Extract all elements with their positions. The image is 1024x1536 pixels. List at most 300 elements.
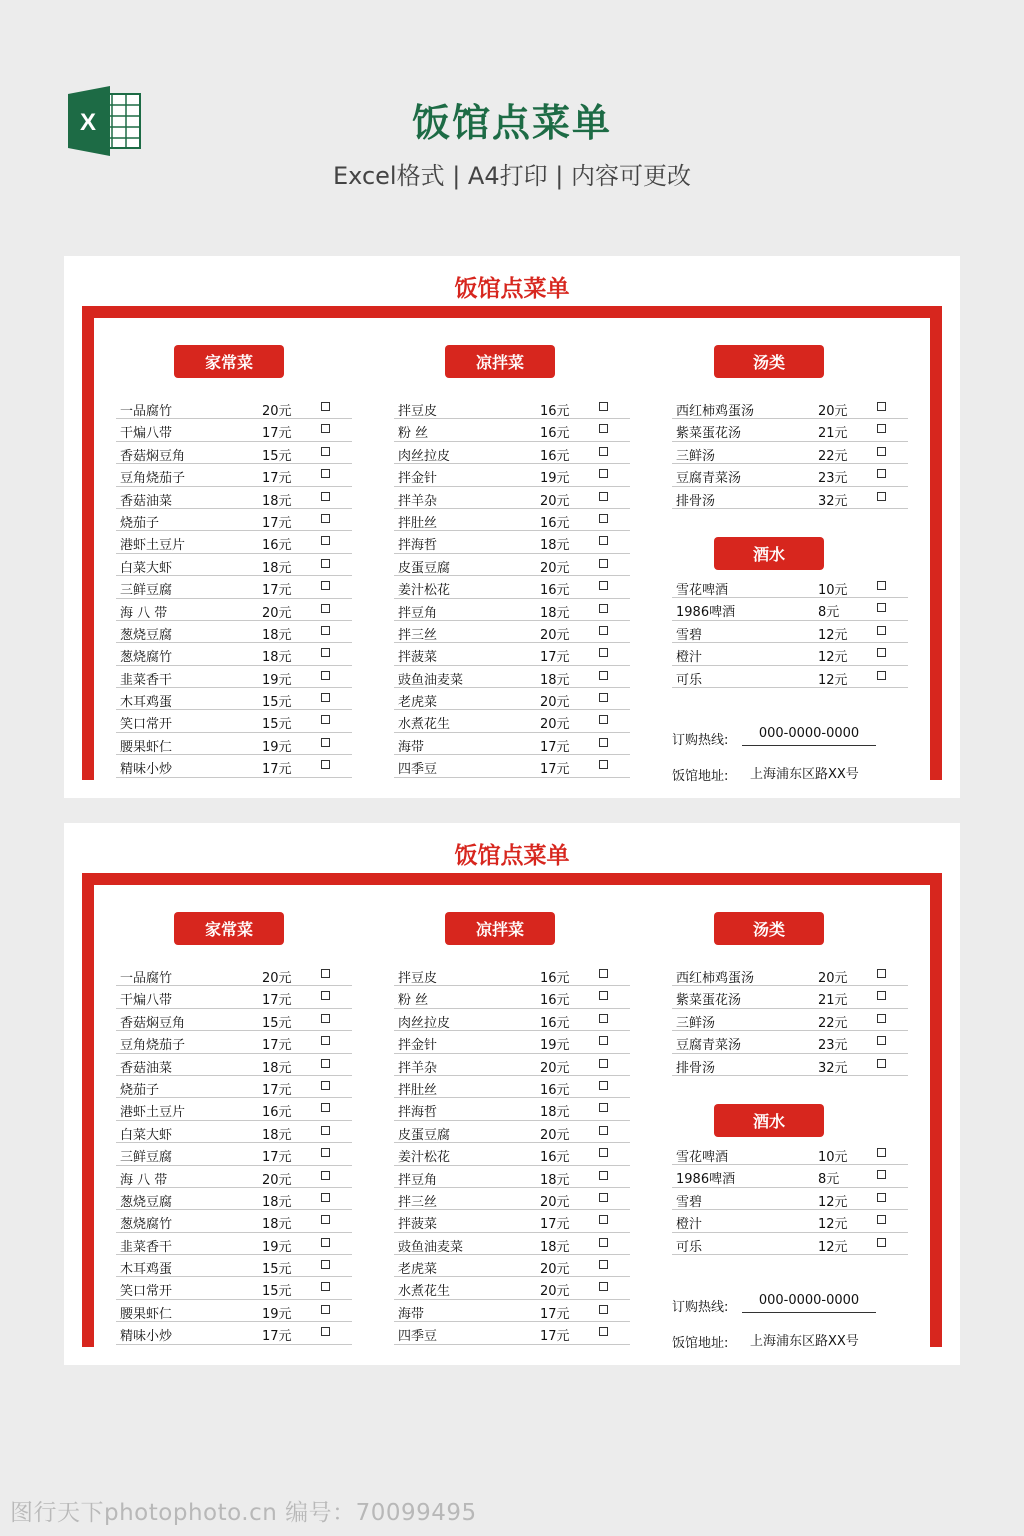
checkbox-icon[interactable] xyxy=(599,1126,608,1135)
menu-item-row xyxy=(394,1233,630,1255)
menu-item-name: 粉 丝 xyxy=(398,993,429,1009)
checkbox-icon[interactable] xyxy=(599,604,608,613)
checkbox-icon[interactable] xyxy=(321,1103,330,1112)
menu-item-price: 17元 xyxy=(540,1329,570,1345)
checkbox-icon[interactable] xyxy=(599,559,608,568)
menu-item-name: 腰果虾仁 xyxy=(120,739,173,755)
menu-item-name: 笑口常开 xyxy=(120,717,173,733)
menu-item-row xyxy=(394,1277,630,1299)
menu-item-price: 17元 xyxy=(262,471,292,487)
checkbox-icon[interactable] xyxy=(877,991,886,1000)
address-value: 上海浦东区路XX号 xyxy=(750,1334,859,1349)
menu-item-price: 20元 xyxy=(540,1127,570,1143)
menu-item-price: 16元 xyxy=(540,1150,570,1166)
menu-item-row xyxy=(394,531,630,553)
checkbox-icon[interactable] xyxy=(321,559,330,568)
checkbox-icon[interactable] xyxy=(321,991,330,1000)
menu-item-row xyxy=(116,1121,352,1143)
menu-item-price: 19元 xyxy=(262,1239,292,1255)
menu-item-price: 18元 xyxy=(540,1105,570,1121)
menu-item-name: 精味小炒 xyxy=(120,1329,173,1345)
checkbox-icon[interactable] xyxy=(599,1260,608,1269)
menu-item-name: 拌海哲 xyxy=(398,538,438,554)
home-list xyxy=(116,964,352,1345)
menu-item-row xyxy=(394,1188,630,1210)
checkbox-icon[interactable] xyxy=(599,671,608,680)
menu-item-price: 16元 xyxy=(540,1015,570,1031)
menu-item-row xyxy=(116,1233,352,1255)
menu-item-name: 豉鱼油麦菜 xyxy=(398,672,464,688)
menu-sheet-2 xyxy=(64,823,960,1365)
menu-item-name: 港虾土豆片 xyxy=(120,538,186,554)
category-home: 家常菜 xyxy=(174,912,284,945)
menu-item-row xyxy=(672,666,908,688)
checkbox-icon[interactable] xyxy=(877,969,886,978)
checkbox-icon[interactable] xyxy=(321,581,330,590)
checkbox-icon[interactable] xyxy=(877,648,886,657)
checkbox-icon[interactable] xyxy=(599,1282,608,1291)
page-title: 饭馆点菜单 xyxy=(411,101,612,145)
checkbox-icon[interactable] xyxy=(599,969,608,978)
menu-item-price: 16元 xyxy=(540,404,570,419)
checkbox-icon[interactable] xyxy=(877,1148,886,1157)
checkbox-icon[interactable] xyxy=(877,1014,886,1023)
menu-item-name: 三鲜豆腐 xyxy=(120,583,173,599)
checkbox-icon[interactable] xyxy=(321,738,330,747)
checkbox-icon[interactable] xyxy=(599,536,608,545)
address-label: 饭馆地址: xyxy=(672,1336,729,1351)
menu-item-name: 海带 xyxy=(398,739,425,755)
menu-item-name: 可乐 xyxy=(676,672,703,688)
checkbox-icon[interactable] xyxy=(321,648,330,657)
checkbox-icon[interactable] xyxy=(599,469,608,478)
menu-item-price: 17元 xyxy=(540,762,570,778)
menu-item-row xyxy=(116,1076,352,1098)
menu-item-price: 20元 xyxy=(540,493,570,509)
menu-item-row xyxy=(394,1121,630,1143)
checkbox-icon[interactable] xyxy=(321,424,330,433)
checkbox-icon[interactable] xyxy=(321,492,330,501)
menu-item-price: 21元 xyxy=(818,993,848,1009)
checkbox-icon[interactable] xyxy=(599,1327,608,1336)
menu-item-price: 10元 xyxy=(818,1150,848,1165)
menu-item-price: 15元 xyxy=(262,695,292,711)
menu-item-row xyxy=(116,1143,352,1165)
menu-item-price: 20元 xyxy=(540,1262,570,1278)
menu-item-row xyxy=(672,419,908,441)
menu-item-price: 15元 xyxy=(262,1284,292,1300)
checkbox-icon[interactable] xyxy=(321,1215,330,1224)
menu-item-price: 17元 xyxy=(262,762,292,778)
checkbox-icon[interactable] xyxy=(877,581,886,590)
menu-item-row xyxy=(116,487,352,509)
menu-item-row xyxy=(116,733,352,755)
menu-item-price: 20元 xyxy=(262,605,292,621)
checkbox-icon[interactable] xyxy=(321,1148,330,1157)
menu-item-name: 雪碧 xyxy=(676,627,703,643)
menu-item-row xyxy=(116,1210,352,1232)
menu-item-row xyxy=(672,1054,908,1076)
checkbox-icon[interactable] xyxy=(321,402,330,411)
menu-item-row xyxy=(394,964,630,986)
menu-item-price: 10元 xyxy=(818,583,848,598)
phone-label: 订购热线: xyxy=(672,733,729,748)
checkbox-icon[interactable] xyxy=(599,402,608,411)
menu-item-price: 16元 xyxy=(540,971,570,986)
menu-item-price: 15元 xyxy=(262,1262,292,1278)
menu-item-price: 17元 xyxy=(262,426,292,442)
menu-item-name: 四季豆 xyxy=(398,762,438,778)
checkbox-icon[interactable] xyxy=(599,1193,608,1202)
checkbox-icon[interactable] xyxy=(321,969,330,978)
checkbox-icon[interactable] xyxy=(599,1148,608,1157)
menu-item-row xyxy=(394,1054,630,1076)
menu-item-name: 香菇焖豆角 xyxy=(120,448,186,464)
checkbox-icon[interactable] xyxy=(599,1305,608,1314)
menu-item-row xyxy=(116,1098,352,1120)
menu-item-name: 雪花啤酒 xyxy=(676,583,729,598)
checkbox-icon[interactable] xyxy=(321,536,330,545)
checkbox-icon[interactable] xyxy=(321,715,330,724)
menu-item-price: 16元 xyxy=(540,448,570,464)
checkbox-icon[interactable] xyxy=(599,447,608,456)
menu-item-row xyxy=(672,598,908,620)
menu-item-name: 拌豆角 xyxy=(398,1172,438,1188)
menu-item-price: 19元 xyxy=(262,672,292,688)
menu-item-price: 18元 xyxy=(540,538,570,554)
category-drinks: 酒水 xyxy=(714,537,824,570)
menu-item-price: 18元 xyxy=(262,627,292,643)
checkbox-icon[interactable] xyxy=(877,626,886,635)
checkbox-icon[interactable] xyxy=(877,1238,886,1247)
checkbox-icon[interactable] xyxy=(599,626,608,635)
menu-item-name: 三鲜豆腐 xyxy=(120,1150,173,1166)
menu-item-price: 20元 xyxy=(540,1194,570,1210)
menu-item-price: 20元 xyxy=(262,971,292,986)
checkbox-icon[interactable] xyxy=(599,715,608,724)
menu-item-name: 拌金针 xyxy=(398,1038,438,1054)
menu-item-row xyxy=(394,1143,630,1165)
menu-item-row xyxy=(672,464,908,486)
checkbox-icon[interactable] xyxy=(599,514,608,523)
menu-item-price: 17元 xyxy=(262,583,292,599)
checkbox-icon[interactable] xyxy=(321,1260,330,1269)
checkbox-icon[interactable] xyxy=(321,1059,330,1068)
menu-item-row xyxy=(116,666,352,688)
checkbox-icon[interactable] xyxy=(321,514,330,523)
checkbox-icon[interactable] xyxy=(877,1215,886,1224)
menu-item-name: 可乐 xyxy=(676,1239,703,1255)
menu-item-row xyxy=(394,599,630,621)
phone-value: 000-0000-0000 xyxy=(742,726,876,746)
menu-item-price: 19元 xyxy=(262,1306,292,1322)
menu-item-name: 皮蛋豆腐 xyxy=(398,560,451,576)
menu-item-name: 橙汁 xyxy=(676,1217,703,1233)
menu-item-row xyxy=(394,733,630,755)
checkbox-icon[interactable] xyxy=(877,424,886,433)
menu-item-price: 20元 xyxy=(540,627,570,643)
checkbox-icon[interactable] xyxy=(321,469,330,478)
menu-item-row xyxy=(394,1166,630,1188)
menu-item-price: 20元 xyxy=(540,1060,570,1076)
menu-item-row xyxy=(672,442,908,464)
menu-item-name: 干煸八带 xyxy=(120,426,173,442)
menu-item-name: 紫菜蛋花汤 xyxy=(676,993,742,1009)
menu-item-row xyxy=(116,576,352,598)
menu-item-price: 18元 xyxy=(262,1194,292,1210)
checkbox-icon[interactable] xyxy=(599,991,608,1000)
menu-item-price: 17元 xyxy=(540,739,570,755)
menu-item-price: 12元 xyxy=(818,627,848,643)
menu-item-row xyxy=(116,621,352,643)
menu-item-price: 8元 xyxy=(818,1172,840,1188)
checkbox-icon[interactable] xyxy=(321,1327,330,1336)
menu-item-row xyxy=(394,986,630,1008)
menu-item-name: 白菜大虾 xyxy=(120,560,173,576)
menu-item-price: 19元 xyxy=(540,1038,570,1054)
menu-item-row xyxy=(672,1210,908,1232)
checkbox-icon[interactable] xyxy=(321,604,330,613)
menu-item-row xyxy=(116,1188,352,1210)
category-home: 家常菜 xyxy=(174,345,284,378)
checkbox-icon[interactable] xyxy=(877,492,886,501)
menu-item-row xyxy=(116,442,352,464)
phone-value: 000-0000-0000 xyxy=(742,1293,876,1313)
checkbox-icon[interactable] xyxy=(877,1036,886,1045)
menu-item-row xyxy=(672,1009,908,1031)
checkbox-icon[interactable] xyxy=(321,760,330,769)
menu-item-name: 葱烧腐竹 xyxy=(120,650,173,666)
menu-item-price: 20元 xyxy=(540,1284,570,1300)
menu-item-name: 拌三丝 xyxy=(398,1194,438,1210)
menu-item-name: 拌金针 xyxy=(398,471,438,487)
checkbox-icon[interactable] xyxy=(321,1014,330,1023)
menu-item-name: 木耳鸡蛋 xyxy=(120,695,173,711)
menu-item-price: 15元 xyxy=(262,717,292,733)
menu-item-name: 一品腐竹 xyxy=(120,404,173,419)
menu-item-price: 15元 xyxy=(262,448,292,464)
menu-item-name: 橙汁 xyxy=(676,650,703,666)
menu-item-name: 白菜大虾 xyxy=(120,1127,173,1143)
menu-item-price: 18元 xyxy=(540,672,570,688)
menu-item-row xyxy=(394,666,630,688)
menu-item-row xyxy=(672,487,908,509)
checkbox-icon[interactable] xyxy=(599,693,608,702)
cold-list xyxy=(394,964,630,1345)
menu-item-price: 20元 xyxy=(262,404,292,419)
menu-item-price: 16元 xyxy=(540,993,570,1009)
menu-item-name: 排骨汤 xyxy=(676,1060,716,1076)
menu-sheet-1 xyxy=(64,256,960,798)
menu-item-price: 18元 xyxy=(262,1060,292,1076)
checkbox-icon[interactable] xyxy=(599,492,608,501)
menu-title: 饭馆点菜单 xyxy=(454,276,570,302)
checkbox-icon[interactable] xyxy=(321,1126,330,1135)
drinks-list xyxy=(672,1143,908,1255)
category-soup: 汤类 xyxy=(714,345,824,378)
checkbox-icon[interactable] xyxy=(877,469,886,478)
menu-item-row xyxy=(672,964,908,986)
menu-item-row xyxy=(116,531,352,553)
menu-item-name: 雪碧 xyxy=(676,1194,703,1210)
menu-item-price: 15元 xyxy=(262,1015,292,1031)
checkbox-icon[interactable] xyxy=(599,760,608,769)
menu-item-row xyxy=(394,1076,630,1098)
checkbox-icon[interactable] xyxy=(321,1193,330,1202)
menu-item-price: 16元 xyxy=(540,583,570,599)
menu-item-price: 32元 xyxy=(818,1060,848,1076)
menu-item-price: 23元 xyxy=(818,1038,848,1054)
checkbox-icon[interactable] xyxy=(599,1171,608,1180)
category-soup: 汤类 xyxy=(714,912,824,945)
menu-item-price: 17元 xyxy=(540,1217,570,1233)
menu-item-name: 拌菠菜 xyxy=(398,1217,438,1233)
menu-item-name: 葱烧豆腐 xyxy=(120,1194,173,1210)
menu-item-name: 水煮花生 xyxy=(398,717,451,733)
menu-item-name: 拌羊杂 xyxy=(398,493,438,509)
menu-item-name: 老虎菜 xyxy=(398,1262,438,1278)
menu-item-name: 海 八 带 xyxy=(120,605,168,621)
menu-item-price: 17元 xyxy=(262,1150,292,1166)
menu-item-row xyxy=(116,1031,352,1053)
checkbox-icon[interactable] xyxy=(321,693,330,702)
svg-text:X: X xyxy=(79,109,97,136)
menu-item-price: 18元 xyxy=(262,1127,292,1143)
checkbox-icon[interactable] xyxy=(321,1081,330,1090)
menu-item-name: 海 八 带 xyxy=(120,1172,168,1188)
menu-item-price: 23元 xyxy=(818,471,848,487)
checkbox-icon[interactable] xyxy=(599,1081,608,1090)
menu-item-row xyxy=(672,576,908,598)
menu-item-price: 21元 xyxy=(818,426,848,442)
menu-item-name: 皮蛋豆腐 xyxy=(398,1127,451,1143)
checkbox-icon[interactable] xyxy=(877,447,886,456)
menu-item-name: 拌豆皮 xyxy=(398,404,438,419)
checkbox-icon[interactable] xyxy=(599,1103,608,1112)
checkbox-icon[interactable] xyxy=(599,1059,608,1068)
menu-item-price: 17元 xyxy=(262,1082,292,1098)
drinks-list xyxy=(672,576,908,688)
menu-item-row xyxy=(394,1210,630,1232)
menu-item-price: 32元 xyxy=(818,493,848,509)
menu-item-price: 17元 xyxy=(540,650,570,666)
checkbox-icon[interactable] xyxy=(321,1238,330,1247)
checkbox-icon[interactable] xyxy=(321,1305,330,1314)
menu-item-name: 拌菠菜 xyxy=(398,650,438,666)
menu-item-name: 豉鱼油麦菜 xyxy=(398,1239,464,1255)
menu-item-row xyxy=(394,509,630,531)
menu-item-price: 16元 xyxy=(540,1082,570,1098)
checkbox-icon[interactable] xyxy=(877,402,886,411)
menu-item-price: 17元 xyxy=(262,993,292,1009)
menu-item-row xyxy=(672,1165,908,1187)
checkbox-icon[interactable] xyxy=(599,1014,608,1023)
menu-item-price: 20元 xyxy=(540,717,570,733)
address-label: 饭馆地址: xyxy=(672,769,729,784)
checkbox-icon[interactable] xyxy=(321,626,330,635)
checkbox-icon[interactable] xyxy=(877,671,886,680)
menu-item-name: 豆腐青菜汤 xyxy=(676,1038,742,1054)
checkbox-icon[interactable] xyxy=(599,424,608,433)
menu-item-name: 葱烧腐竹 xyxy=(120,1217,173,1233)
menu-item-name: 韭菜香干 xyxy=(120,672,173,688)
checkbox-icon[interactable] xyxy=(321,1282,330,1291)
menu-item-name: 海带 xyxy=(398,1306,425,1322)
checkbox-icon[interactable] xyxy=(877,1170,886,1179)
checkbox-icon[interactable] xyxy=(599,1215,608,1224)
checkbox-icon[interactable] xyxy=(599,1238,608,1247)
menu-item-name: 豆角烧茄子 xyxy=(120,1038,186,1054)
menu-item-price: 12元 xyxy=(818,1239,848,1255)
checkbox-icon[interactable] xyxy=(599,581,608,590)
menu-item-row xyxy=(394,1031,630,1053)
menu-item-price: 16元 xyxy=(540,515,570,531)
checkbox-icon[interactable] xyxy=(877,1059,886,1068)
menu-item-name: 韭菜香干 xyxy=(120,1239,173,1255)
menu-item-name: 拌羊杂 xyxy=(398,1060,438,1076)
menu-item-price: 20元 xyxy=(540,560,570,576)
menu-item-name: 1986啤酒 xyxy=(676,605,736,621)
menu-item-price: 18元 xyxy=(262,650,292,666)
menu-item-price: 12元 xyxy=(818,1194,848,1210)
menu-item-name: 1986啤酒 xyxy=(676,1172,736,1188)
checkbox-icon[interactable] xyxy=(599,648,608,657)
checkbox-icon[interactable] xyxy=(599,1036,608,1045)
menu-item-row xyxy=(672,397,908,419)
menu-item-name: 干煸八带 xyxy=(120,993,173,1009)
menu-item-row xyxy=(672,1143,908,1165)
menu-item-price: 18元 xyxy=(540,605,570,621)
menu-item-row xyxy=(116,688,352,710)
menu-item-name: 三鲜汤 xyxy=(676,448,716,464)
menu-item-name: 香菇油菜 xyxy=(120,493,173,509)
menu-item-name: 一品腐竹 xyxy=(120,971,173,986)
category-cold: 凉拌菜 xyxy=(445,345,555,378)
menu-item-name: 雪花啤酒 xyxy=(676,1150,729,1165)
menu-item-row xyxy=(394,554,630,576)
menu-item-row xyxy=(116,554,352,576)
category-cold: 凉拌菜 xyxy=(445,912,555,945)
menu-item-price: 8元 xyxy=(818,605,840,621)
menu-item-row xyxy=(116,397,352,419)
checkbox-icon[interactable] xyxy=(599,738,608,747)
menu-item-name: 烧茄子 xyxy=(120,1082,160,1098)
menu-item-price: 20元 xyxy=(818,971,848,986)
menu-item-row xyxy=(394,710,630,732)
checkbox-icon[interactable] xyxy=(321,447,330,456)
menu-item-name: 拌豆角 xyxy=(398,605,438,621)
menu-item-row xyxy=(116,755,352,777)
checkbox-icon[interactable] xyxy=(321,671,330,680)
checkbox-icon[interactable] xyxy=(321,1036,330,1045)
menu-item-price: 17元 xyxy=(262,1329,292,1345)
address-value: 上海浦东区路XX号 xyxy=(750,767,859,782)
menu-item-price: 18元 xyxy=(262,493,292,509)
menu-item-row xyxy=(672,1031,908,1053)
menu-item-name: 笑口常开 xyxy=(120,1284,173,1300)
menu-item-price: 16元 xyxy=(262,538,292,554)
menu-item-row xyxy=(394,1009,630,1031)
checkbox-icon[interactable] xyxy=(321,1171,330,1180)
menu-item-price: 18元 xyxy=(540,1172,570,1188)
menu-item-name: 葱烧豆腐 xyxy=(120,627,173,643)
checkbox-icon[interactable] xyxy=(877,603,886,612)
checkbox-icon[interactable] xyxy=(877,1193,886,1202)
menu-item-price: 19元 xyxy=(262,739,292,755)
menu-item-row xyxy=(394,1322,630,1344)
menu-item-row xyxy=(116,1322,352,1344)
menu-item-name: 腰果虾仁 xyxy=(120,1306,173,1322)
